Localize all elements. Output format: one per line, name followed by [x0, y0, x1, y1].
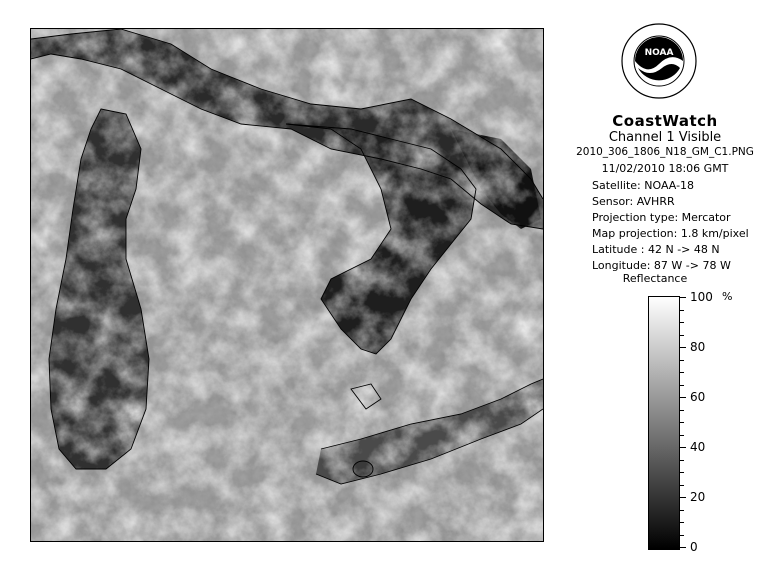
scale-tick-label: 40 [690, 440, 706, 454]
channel-label: Channel 1 Visible [608, 130, 722, 145]
sensor-label: Sensor: AVHRR [592, 195, 675, 208]
scale-tick-label: 100 [690, 290, 713, 304]
scale-title: Reflectance [622, 272, 688, 285]
scale-minor-tick [680, 322, 684, 323]
scale-minor-tick [680, 360, 684, 361]
scale-minor-tick [680, 472, 684, 473]
scale-minor-tick [680, 410, 684, 411]
noaa-logo [620, 22, 698, 100]
scale-major-tick [680, 547, 686, 548]
latitude-label: Latitude : 42 N -> 48 N [592, 243, 720, 256]
scale-major-tick [680, 347, 686, 348]
scale-tick-label: 60 [690, 390, 706, 404]
scale-minor-tick [680, 372, 684, 373]
projection-type-label: Projection type: Mercator [592, 211, 731, 224]
scale-major-tick [680, 447, 686, 448]
satellite-label: Satellite: NOAA-18 [592, 179, 695, 192]
scale-minor-tick [680, 460, 684, 461]
brand-title: CoastWatch [612, 112, 718, 130]
scale-minor-tick [680, 485, 684, 486]
scale-tick-label: 80 [690, 340, 706, 354]
noaa-logo-icon [620, 22, 698, 100]
scale-minor-tick [680, 335, 684, 336]
scale-minor-tick [680, 422, 684, 423]
scale-major-tick [680, 397, 686, 398]
scale-minor-tick [680, 310, 684, 311]
scale-major-tick [680, 297, 686, 298]
filename-label: 2010_306_1806_N18_GM_C1.PNG [576, 146, 754, 158]
map-svg [31, 29, 543, 541]
scale-tick-label: 0 [690, 540, 698, 554]
longitude-label: Longitude: 87 W -> 78 W [592, 259, 731, 272]
datetime-label: 11/02/2010 18:06 GMT [601, 162, 729, 175]
scale-minor-tick [680, 510, 684, 511]
scale-minor-tick [680, 535, 684, 536]
scale-minor-tick [680, 435, 684, 436]
scale-unit: % [722, 290, 733, 303]
scale-minor-tick [680, 522, 684, 523]
scale-minor-tick [680, 385, 684, 386]
map-projection-label: Map projection: 1.8 km/pixel [592, 227, 749, 240]
reflectance-colorbar [648, 296, 680, 550]
scale-tick-label: 20 [690, 490, 706, 504]
cloud-cover [31, 29, 543, 541]
satellite-image [30, 28, 544, 542]
logo-text: NOAA [644, 48, 674, 58]
scale-major-tick [680, 497, 686, 498]
